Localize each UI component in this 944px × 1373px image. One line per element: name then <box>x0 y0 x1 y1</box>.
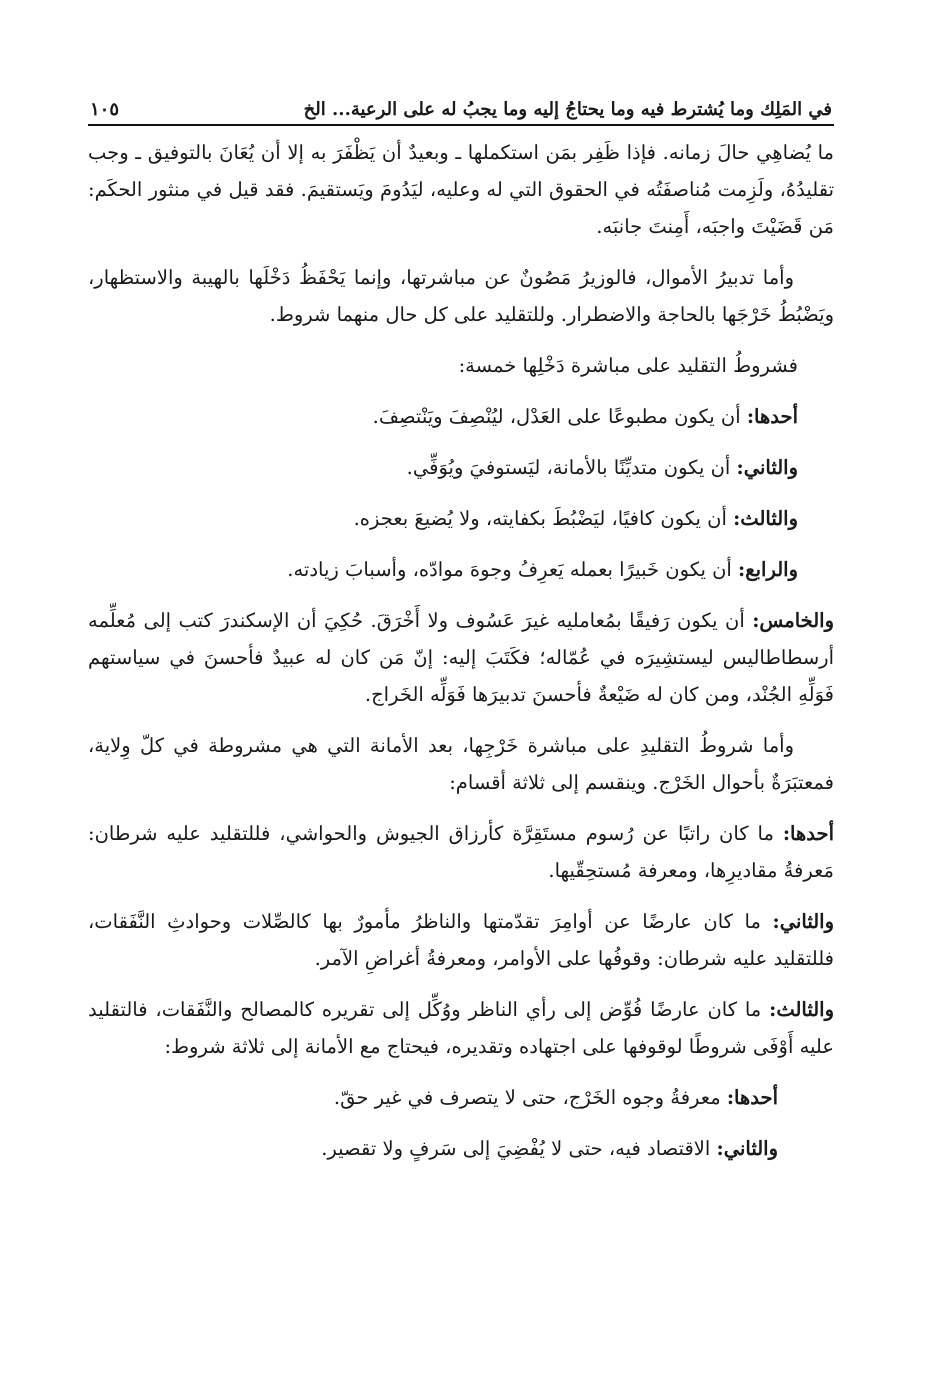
body-text <box>88 134 834 1167</box>
paragraph-text: وأما شروطُ التقليدِ على مباشرة خَرْجِها، بعد الأمانة التي هي مشروطة في كلّ وِلاية، فمعتبَرَةٌ بأحوال الخَرْج. وينقسم إلى ثلاثة أقسام: <box>88 734 834 794</box>
item-text: أن يكون مطبوعًا على العَدْل، ليُنْصِفَ ويَنْتصِفَ. <box>372 405 741 428</box>
book-page <box>88 88 834 1338</box>
item-label: والخامس: <box>752 609 835 632</box>
item-label: والثالث: <box>733 507 798 530</box>
item-label: والرابع: <box>738 558 798 581</box>
list-item <box>88 449 834 486</box>
item-text: ما كان عارضًا عن أوامِرَ تقدّمتها والناظرُ مأمورٌ بها كالصِّلات وحوادثِ النَّفَقات، فللتقليد عليه شرطان: وقوفُها على الأوامر، ومعرفةُ أغراضِ الآمر. <box>88 910 834 970</box>
item-label: والثالث: <box>769 998 835 1021</box>
item-text: أن يكون متديِّنًا بالأمانة، ليَستوفيَ ويُوَفِّي. <box>406 456 731 479</box>
running-header <box>88 88 834 126</box>
item-text: أن يكون رَفيقًا بمُعامليه غيرَ عَسُوف ولا أَخْرَقَ. حُكِيَ أن الإسكندرَ كتب إلى مُعلِّمه أرسطاطاليس ليستشِيرَه في عُمّاله؛ فكَتَبَ إليه: إنّ مَن كان له عبيدٌ فأحسنَ في سياستهم فَوَلِّهِ الجُنْد، ومن كان له ضَيْعةٌ فأحسنَ تدبيرَها فَوَلِّه الخَراج. <box>88 609 834 706</box>
item-text: ما كان عارضًا فُوِّض إلى رأي الناظر ووُكِّل إلى تقريره كالمصالح والنَّفَقات، فالتقليد عليه أَوْفَى شروطًا لوقوفها على اجتهاده وتقديره، فيحتاج مع الأمانة إلى ثلاثة شروط: <box>88 998 834 1058</box>
item-label: أحدها: <box>782 822 834 845</box>
item-text: أن يكون كافيًا، ليَضْبُطَ بكفايته، ولا يُضيعَ بعجزه. <box>353 507 727 530</box>
item-label: والثاني: <box>736 456 798 479</box>
list-item <box>88 398 834 435</box>
item-label: والثاني: <box>716 1137 778 1160</box>
item-label: أحدها: <box>746 405 798 428</box>
list-item <box>88 903 834 977</box>
header-title: في المَلِك وما يُشترط فيه وما يحتاجُ إليه وما يجبُ له على الرعية... الخ <box>303 99 832 120</box>
paragraph-text: فشروطُ التقليد على مباشرة دَخْلِها خمسة: <box>458 354 798 377</box>
item-label: أحدها: <box>726 1086 778 1109</box>
list-item <box>88 551 834 588</box>
paragraph <box>88 134 834 245</box>
paragraph <box>88 259 834 333</box>
list-item <box>88 815 834 889</box>
sub-list-item <box>88 1130 834 1167</box>
paragraph-text: وأما تدبيرُ الأموال، فالوزيرُ مَصُونٌ عن مباشرتها، وإنما يَحْفَظُ دَخْلَها بالهيبة والاستظهار، ويَضْبُطُ خَرْجَها بالحاجة والاضطرار. وللتقليد على كل حال منهما شروط. <box>88 266 834 326</box>
list-item <box>88 602 834 713</box>
item-text: أن يكون خَبيرًا بعمله يَعرِفُ وجوهَ موادّه، وأسبابَ زيادته. <box>287 558 732 581</box>
item-text: ما كان راتبًا عن رُسوم مستَقِرَّة كأرزاق الجيوش والحواشي، فللتقليد عليه شرطان: مَعرفةُ مقاديرِها، ومعرفة مُستحِقّيها. <box>88 822 834 882</box>
paragraph <box>88 727 834 801</box>
paragraph <box>88 347 834 384</box>
paragraph-text: ما يُضاهِي حالَ زمانه. فإذا ظَفِر بمَن استكملها ـ وبعيدٌ أن يَظْفَرَ به إلا أن يُعَانَ بالتوفيق ـ وجب تقليدُهُ، ولَزِمت مُناصفَتُه في الحقوق التي له وعليه، ليَدُومَ ويَستقيمَ. فقد قيل في منثور الحكَم: مَن قَضَيْتَ واجبَه، أَمِنتَ جانبَه. <box>88 141 834 238</box>
list-item <box>88 500 834 537</box>
page-number: ١٠٥ <box>90 99 120 120</box>
item-text: معرفةُ وجوه الخَرْج، حتى لا يتصرف في غير حقّ. <box>333 1086 721 1109</box>
item-label: والثاني: <box>772 910 835 933</box>
list-item <box>88 991 834 1065</box>
sub-list-item <box>88 1079 834 1116</box>
item-text: الاقتصاد فيه، حتى لا يُفْضِيَ إلى سَرفٍ ولا تقصير. <box>321 1137 711 1160</box>
